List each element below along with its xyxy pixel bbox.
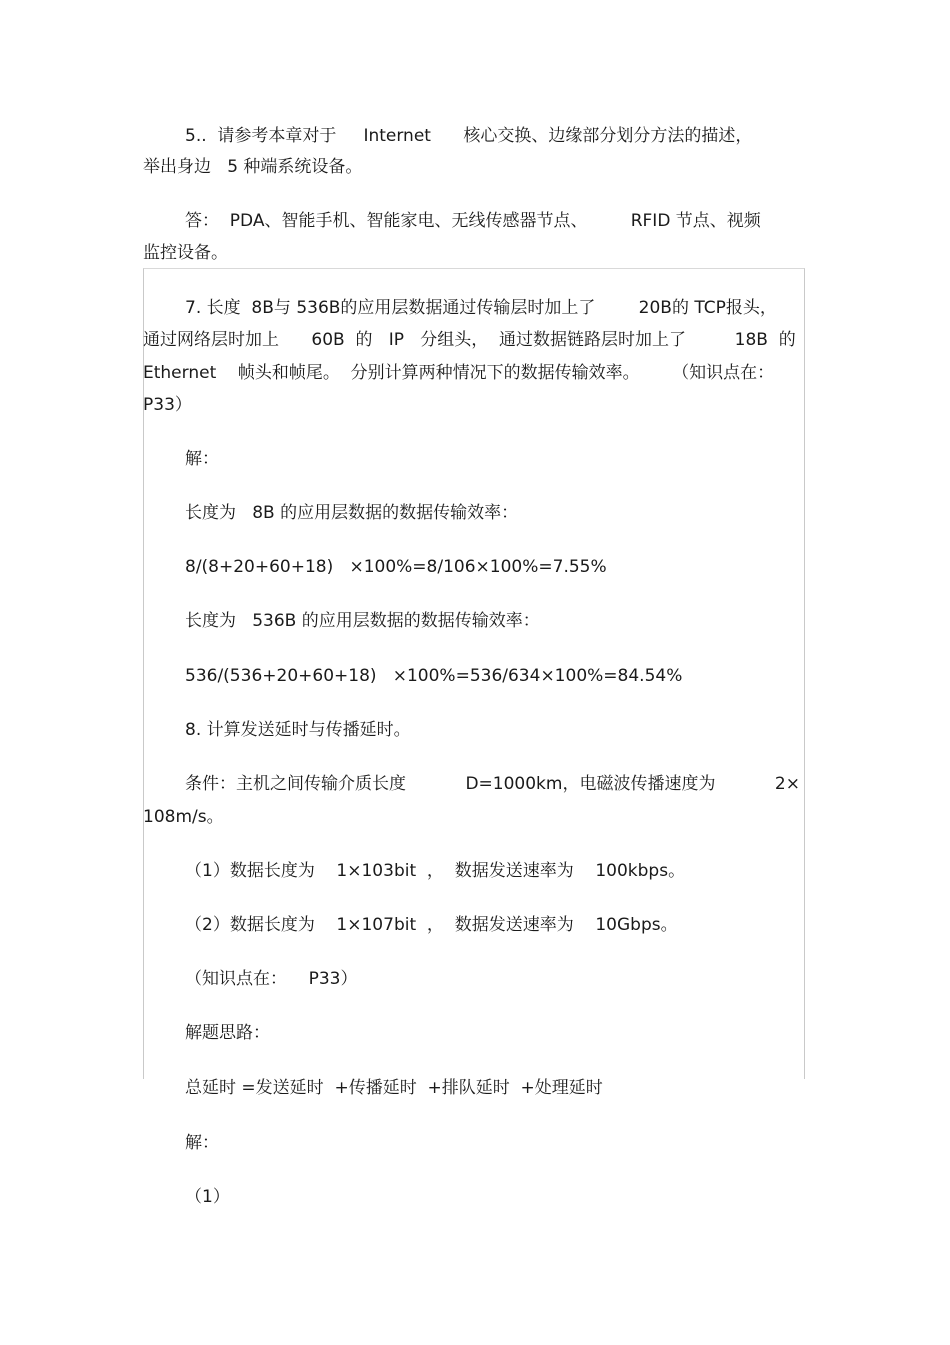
q8-title: 8. 计算发送延时与传播延时。 xyxy=(185,720,411,740)
q7-case-536b: 长度为 536B 的应用层数据的数据传输效率： xyxy=(185,611,540,631)
q8-case-1: （1）数据长度为 1×103bit ， 数据发送速率为 100kbps。 xyxy=(185,861,686,881)
q8-approach-label: 解题思路： xyxy=(185,1023,270,1043)
q8-knowledge-point: （知识点在： P33） xyxy=(185,969,358,989)
q8-total-delay-formula: 总延时 =发送延时 +传播延时 +排队延时 +处理延时 xyxy=(185,1078,603,1098)
q7-solution-label: 解： xyxy=(185,449,219,469)
q8-condition-line-1: 条件：主机之间传输介质长度 D=1000km，电磁波传播速度为 2× xyxy=(185,774,800,794)
q5-line-1: 5.. 请参考本章对于 Internet 核心交换、边缘部分划分方法的描述， xyxy=(185,126,753,146)
q5-answer-line-2: 监控设备。 xyxy=(143,243,228,263)
q5-line-2: 举出身边 5 种端系统设备。 xyxy=(143,157,363,177)
q7-line-1: 7. 长度 8B与 536B的应用层数据通过传输层时加上了 20B的 TCP报头， xyxy=(185,298,777,318)
q8-part-1-label: （1） xyxy=(185,1187,230,1207)
q7-line-2: 通过网络层时加上 60B 的 IP 分组头， 通过数据链路层时加上了 18B 的 xyxy=(143,330,796,350)
q8-solution-label: 解： xyxy=(185,1133,219,1153)
q7-case-8b: 长度为 8B 的应用层数据的数据传输效率： xyxy=(185,503,519,523)
q7-line-4: P33） xyxy=(143,395,192,415)
q7-formula-8b: 8/(8+20+60+18) ×100%=8/106×100%=7.55% xyxy=(185,557,607,577)
q5-answer-line-1: 答： PDA、智能手机、智能家电、无线传感器节点、 RFID 节点、视频 xyxy=(185,211,761,231)
q8-case-2: （2）数据长度为 1×107bit ， 数据发送速率为 10Gbps。 xyxy=(185,915,678,935)
q8-condition-line-2: 108m/s。 xyxy=(143,807,224,827)
q7-formula-536b: 536/(536+20+60+18) ×100%=536/634×100%=84.54% xyxy=(185,666,683,686)
q7-line-3: Ethernet 帧头和帧尾。 分别计算两种情况下的数据传输效率。 （知识点在： xyxy=(143,363,775,383)
